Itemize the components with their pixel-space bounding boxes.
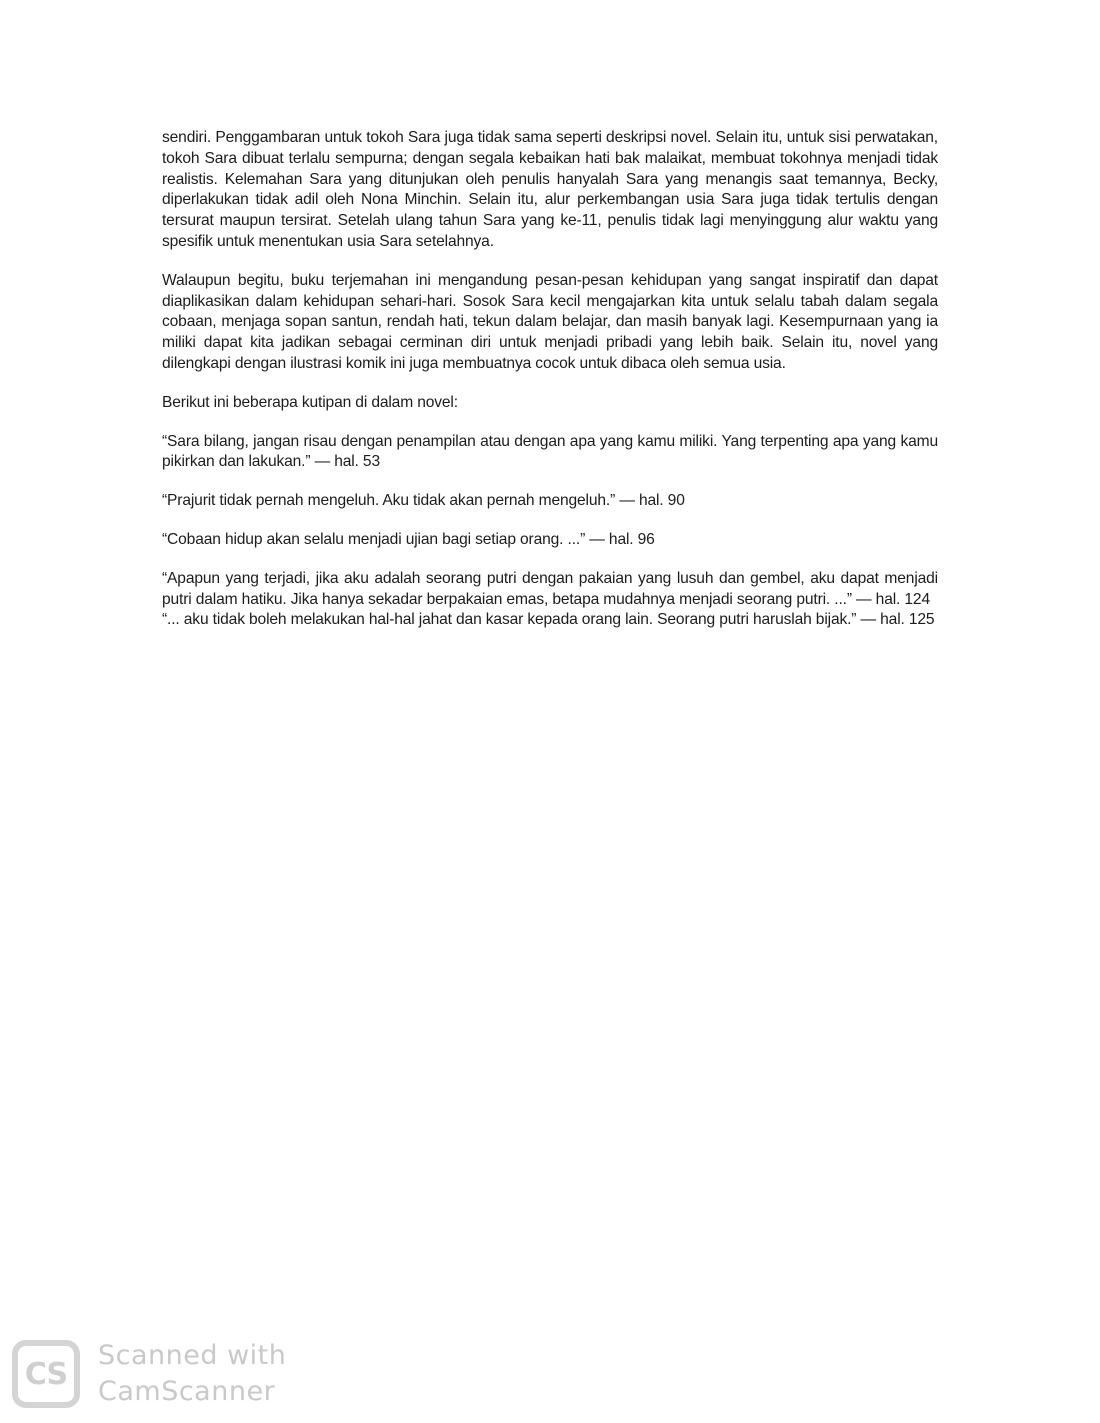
paragraph-strengths: Walaupun begitu, buku terjemahan ini mengandung pesan-pesan kehidupan yang sangat inspiratif dan dapat diaplikasikan dalam kehidupan sehari-hari. Sosok Sara kecil mengajarkan kita untuk selalu tabah dalam segala cobaan, menjaga sopan santun, rendah hati, tekun dalam belajar, dan masih banyak lagi. Kesempurnaan yang ia miliki dapat kita jadikan sebagai cerminan diri untuk menjadi pribadi yang lebih baik. Selain itu, novel yang dilengkapi dengan ilustrasi komik ini juga membuatnya cocok untuk dibaca oleh semua usia.	[162, 271, 938, 372]
document-page	[162, 128, 938, 649]
camscanner-logo-icon: CS	[12, 1340, 80, 1408]
paragraph-quotes-intro: Berikut ini beberapa kutipan di dalam novel:	[162, 393, 458, 411]
watermark-line-2: CamScanner	[98, 1376, 276, 1407]
camscanner-watermark	[12, 1336, 312, 1416]
quote-page-90: “Prajurit tidak pernah mengeluh. Aku tidak akan pernah mengeluh.” — hal. 90	[162, 492, 685, 510]
watermark-text	[98, 1338, 286, 1410]
watermark-line-1: Scanned with	[98, 1340, 287, 1371]
quote-page-124: “Apapun yang terjadi, jika aku adalah seorang putri dengan pakaian yang lusuh dan gembel, aku dapat menjadi putri dalam hatiku. Jika hanya sekadar berpakaian emas, betapa mudahnya menjadi seorang putri. ...” — hal. 124	[162, 569, 938, 608]
quote-page-96: “Cobaan hidup akan selalu menjadi ujian bagi setiap orang. ...” — hal. 96	[162, 530, 655, 548]
paragraph-critique: sendiri. Penggambaran untuk tokoh Sara juga tidak sama seperti deskripsi novel. Selain itu, untuk sisi perwatakan, tokoh Sara dibuat terlalu sempurna; dengan segala kebaikan hati bak malaikat, membuat tokohnya menjadi tidak realistis. Kelemahan Sara yang ditunjukan oleh penulis hanyalah Sara yang menangis saat temannya, Becky, diperlakukan tidak adil oleh Nona Minchin. Selain itu, alur perkembangan usia Sara juga tidak tertulis dengan tersurat maupun tersirat. Setelah ulang tahun Sara yang ke-11, penulis tidak lagi menyinggung alur waktu yang spesifik untuk menentukan usia Sara setelahnya.	[162, 129, 938, 250]
quote-page-53: “Sara bilang, jangan risau dengan penampilan atau dengan apa yang kamu miliki. Yang terpenting apa yang kamu pikirkan dan lakukan.” — hal. 53	[162, 432, 938, 471]
quote-page-125: “... aku tidak boleh melakukan hal-hal jahat dan kasar kepada orang lain. Seorang putri haruslah bijak.” — hal. 125	[162, 611, 935, 629]
